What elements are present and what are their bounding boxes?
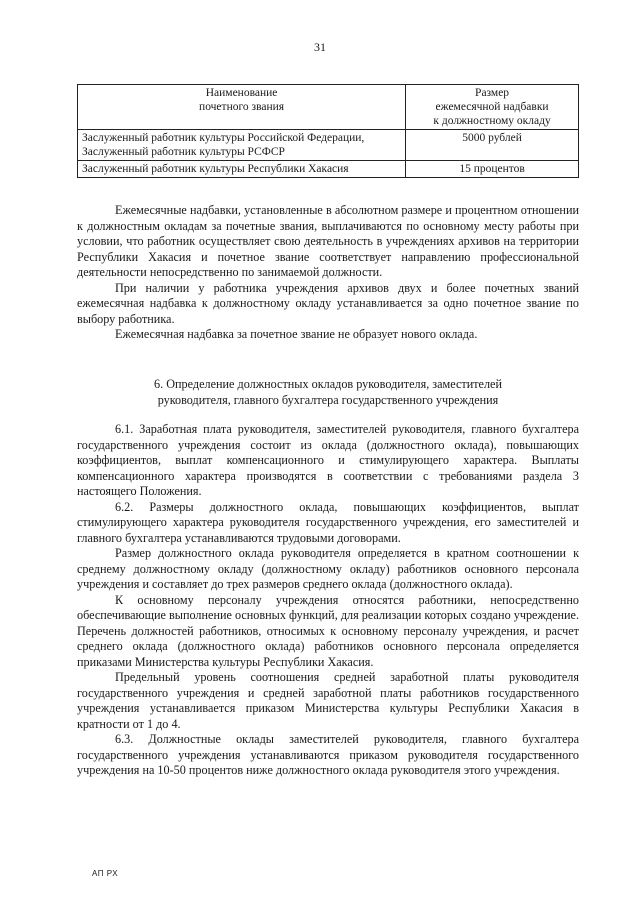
surcharge-rules-text (77, 203, 579, 343)
row-title-text: Заслуженный работник культуры Российской Федерации, Заслуженный работник культуры РСФСР (82, 132, 365, 158)
paragraph: 6.1. Заработная плата руководителя, заместителей руководителя, главного бухгалтера государственного учреждения состоит из оклада (должностного оклада), повышающих коэффициентов, выплат компенсационного и стимулирующего характера. Выплаты компенсационного характера производятся в соответствии с требованиями раздела 3 настоящего Положения. (77, 422, 579, 498)
paragraph: Предельный уровень соотношения средней заработной платы руководителя государственного учреждения и средней заработной платы работников государственного учреждения устанавливается приказом Министерства культуры Республики Хакасия в кратности от 1 до 4. (77, 670, 579, 731)
table-row (78, 130, 579, 161)
section-heading-line: 6. Определение должностных окладов руководителя, заместителей (154, 377, 502, 391)
table-cell-title (78, 161, 406, 178)
table-row (78, 161, 579, 178)
section-heading (77, 376, 579, 408)
table-header-title-name (78, 85, 406, 130)
row-amount-text: 15 процентов (459, 163, 525, 175)
paragraph: Ежемесячная надбавка за почетное звание не образует нового оклада. (115, 327, 478, 341)
section-heading-line: руководителя, главного бухгалтера государственного учреждения (157, 393, 499, 407)
page-number: 31 (314, 40, 326, 54)
paragraph: 6.3. Должностные оклады заместителей руководителя, главного бухгалтера государственного учреждения устанавливаются приказом руководителя государственного учреждения на 10-50 процентов ниже должностного оклада руководителя этого учреждения. (77, 732, 579, 777)
paragraph: Ежемесячные надбавки, установленные в абсолютном размере и процентном отношении к должностным окладам за почетные звания, выплачиваются по основному месту работы при условии, что работник осуществляет свою деятельность в учреждениях архивов на территории Республики Хакасия и почетное звание соответствует направлению профессиональной деятельности непосредственно по занимаемой должности. (77, 203, 579, 279)
paragraph: Размер должностного оклада руководителя определяется в кратном соотношении к среднему должностному окладу (должностному окладу) работников основного персонала учреждения и составляет до трех размеров среднего оклада (должностного оклада). (77, 546, 579, 591)
table-cell-amount (406, 130, 579, 161)
paragraph: При наличии у работника учреждения архивов двух и более почетных званий ежемесячная надбавка к должностному окладу устанавливается за одно почетное звание по выбору работника. (77, 280, 579, 326)
table-header-row (78, 85, 579, 130)
footer-mark: АП РХ (92, 869, 119, 878)
paragraph: К основному персоналу учреждения относятся работники, непосредственно обеспечивающие выполнение основных функций, для реализации которых создано учреждение. Перечень должностей работников, относимых к основному персоналу учреждения, и расчет среднего оклада (должностного оклада) работников основного персонала определяется приказами Министерства культуры Республики Хакасия. (77, 592, 579, 669)
section-6-text (77, 422, 579, 779)
honorary-titles-table (77, 84, 579, 178)
row-amount-text: 5000 рублей (462, 132, 522, 144)
table-cell-amount (406, 161, 579, 178)
table-cell-title (78, 130, 406, 161)
paragraph: 6.2. Размеры должностного оклада, повышающих коэффициентов, выплат стимулирующего характера руководителя государственного учреждения, его заместителей и главного бухгалтера устанавливаются трудовыми договорами. (77, 499, 579, 545)
header-surcharge-text: Размер ежемесячной надбавки к должностному окладу (433, 87, 551, 127)
row-title-text: Заслуженный работник культуры Республики Хакасия (82, 163, 349, 175)
table-header-surcharge-size (406, 85, 579, 130)
header-title-name-text: Наименование почетного звания (199, 87, 285, 113)
